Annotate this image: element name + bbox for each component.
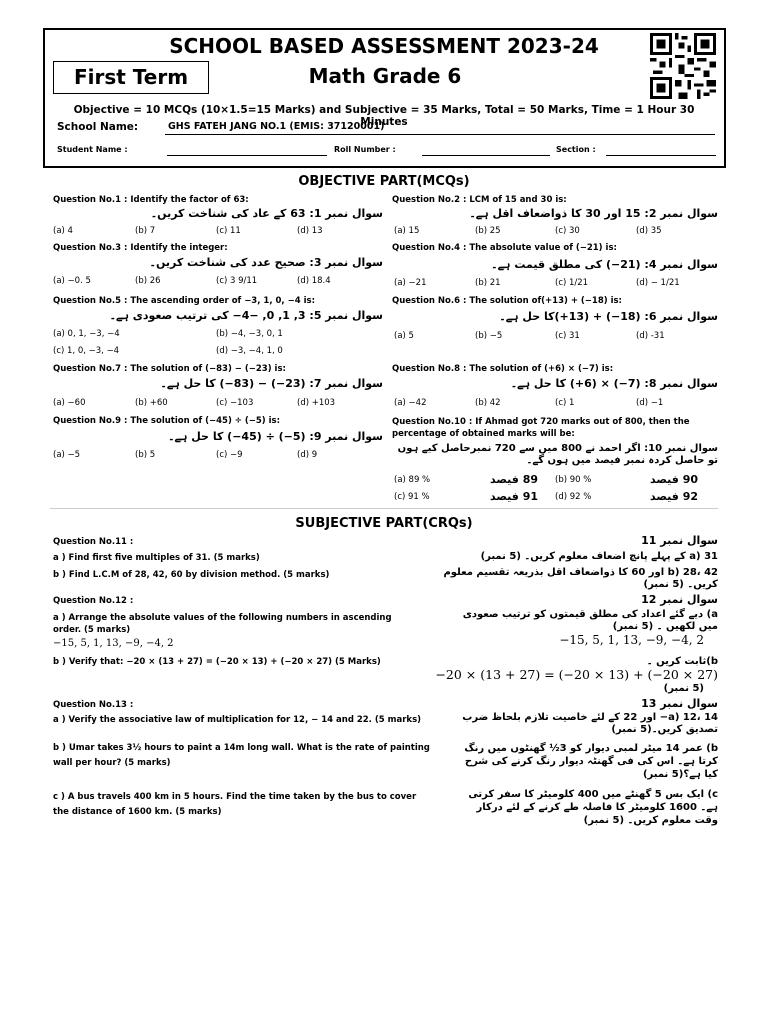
section-label: Section : [556,145,596,154]
q9-option-b[interactable]: (b) 5 [135,450,156,460]
q3-urdu: سوال نمبر 3: صحیح عدد کی شناخت کریں۔ [149,256,383,269]
q9-option-c[interactable]: (c) −9 [216,450,243,460]
q4-text: Question No.4 : The absolute value of (−21) is: [392,243,617,253]
q13-text: Question No.13 : [53,700,134,710]
q1-option-b[interactable]: (b) 7 [135,226,156,236]
school-name-label: School Name: [57,121,139,133]
q6-option-b[interactable]: (b) −5 [475,331,503,341]
q6-text: Question No.6 : The solution of(+13) + (−18) is: [392,296,622,306]
q12-part-a-urdu: a) دیے گئے اعداد کی مطلق قیمتوں کو ترتیب صعودی میں لکھیں ۔ (5 نمبر) [462,609,718,632]
q7-option-d[interactable]: (d) +103 [297,398,336,408]
q7-text: Question No.7 : The solution of (−83) − (−23) is: [53,364,286,374]
q11-part-a-urdu: a) 31 کے پہلے پانچ اضعاف معلوم کریں۔ (5 نمبر) [480,551,718,562]
q13-part-b-urdu: b) عمر 14 میٹر لمبی دیوار کو 3½ گھنٹوں میں رنگ کرتا ہے۔ اس کی فی گھنٹہ دیوار رنگ کرنے کی شرح کیا ہے؟(5 نمبر) [464,743,718,780]
q12-part-b-marks: (5 نمبر) [663,683,704,694]
q12-urdu: سوال نمبر 12 [641,593,718,606]
q3-option-d[interactable]: (d) 18.4 [297,276,331,286]
q4-option-d[interactable]: (d) − 1/21 [636,278,680,288]
section-divider [50,508,718,509]
q9-text: Question No.9 : The solution of (−45) ÷ (−5) is: [53,416,281,426]
roll-number-field[interactable] [422,155,550,156]
q4-urdu: سوال نمبر 4: (21−) کی مطلق قیمت ہے۔ [491,258,718,271]
q7-option-b[interactable]: (b) +60 [135,398,168,408]
q11-part-b: b ) Find L.C.M of 28, 42, 60 by division method. (5 marks) [53,570,330,580]
q13-urdu: سوال نمبر 13 [641,697,718,710]
q8-option-a[interactable]: (a) −42 [394,398,427,408]
school-name-value: GHS FATEH JANG NO.1 (EMIS: 37120001) [168,121,385,132]
q2-urdu: سوال نمبر 2: 15 اور 30 کا ذواضعاف اقل ہے۔ [469,207,718,220]
q5-option-d[interactable]: (d) −3, −4, 1, 0 [216,346,283,356]
q10-option-d[interactable]: (d) 92 % [555,492,592,502]
q4-option-b[interactable]: (b) 21 [475,278,501,288]
q2-option-a[interactable]: (a) 15 [394,226,420,236]
q10-text: Question No.10 : If Ahmad got 720 marks out of 800, then the percentage of obtained marks will be: [392,417,690,439]
q7-option-a[interactable]: (a) −60 [53,398,86,408]
section-field[interactable] [606,155,716,156]
q3-option-a[interactable]: (a) −0. 5 [53,276,91,286]
q9-urdu: سوال نمبر 9: (5−) ÷ (45−) کا حل ہے۔ [168,430,383,443]
q10-option-c[interactable]: (c) 91 % [394,492,430,502]
q1-option-a[interactable]: (a) 4 [53,226,73,236]
q6-option-a[interactable]: (a) 5 [394,331,414,341]
q12-text: Question No.12 : [53,596,134,606]
grade-label: Math Grade 6 [308,64,462,88]
q12-part-b: b ) Verify that: −20 × (13 + 27) = (−20 × 13) + (−20 × 27) (5 Marks) [53,657,381,667]
objective-title: OBJECTIVE PART(MCQs) [298,174,470,189]
q3-text: Question No.3 : Identify the integer: [53,243,228,253]
q7-option-c[interactable]: (c) −103 [216,398,254,408]
q8-option-d[interactable]: (d) −1 [636,398,664,408]
q13-part-a-urdu: a) 12، 14− اور 22 کے لئے خاصیت تلازم بلحاظ ضرب تصدیق کریں۔(5 نمبر) [462,712,718,735]
q6-urdu: سوال نمبر 6: (18−) + (13+)کا حل ہے۔ [499,310,718,323]
q9-option-d[interactable]: (d) 9 [297,450,318,460]
q1-option-d[interactable]: (d) 13 [297,226,323,236]
q10-option-a-urdu: 89 فیصد [489,473,538,486]
q12-part-a-numbers: −15, 5, 1, 13, −9, −4, 2 [53,638,174,649]
q11-text: Question No.11 : [53,537,134,547]
q10-option-a[interactable]: (a) 89 % [394,475,431,485]
q5-option-b[interactable]: (b) −4, −3, 0, 1 [216,329,283,339]
marks-summary: Objective = 10 MCQs (10×1.5=15 Marks) and Subjective = 35 Marks, Total = 50 Marks, Time = 1 Hour 30 Minutes [73,104,695,128]
q13-part-c-urdu: c) ایک بس 5 گھنٹے میں 400 کلومیٹر کا سفر کرتی ہے۔ 1600 کلومیٹر کا فاصلہ طے کرنے کے لئے درکار وقت معلوم کریں۔ (5 نمبر) [468,789,718,826]
q5-urdu: سوال نمبر 5: 3, 1, 0, −4− کی ترتیب صعودی ہے۔ [109,309,383,322]
q13-part-b: b ) Umar takes 3½ hours to paint a 14m long wall. What is the rate of painting wall per hour? (5 marks) [53,743,430,768]
q11-urdu: سوال نمبر 11 [641,534,718,547]
q1-text: Question No.1 : Identify the factor of 63: [53,195,249,205]
q6-option-c[interactable]: (c) 31 [555,331,580,341]
q6-option-d[interactable]: (d) -31 [636,331,665,341]
q8-option-c[interactable]: (c) 1 [555,398,575,408]
q13-part-a: a ) Verify the associative law of multiplication for 12, − 14 and 22. (5 marks) [53,715,422,725]
q5-option-c[interactable]: (c) 1, 0, −3, −4 [53,346,120,356]
q10-option-d-urdu: 92 فیصد [649,490,698,503]
subjective-title: SUBJECTIVE PART(CRQs) [295,516,473,531]
q8-urdu: سوال نمبر 8: (7−) × (6+) کا حل ہے۔ [510,377,718,390]
roll-number-label: Roll Number : [334,145,396,154]
q5-text: Question No.5 : The ascending order of −3, 1, 0, −4 is: [53,296,315,306]
q12-part-b-equation: −20 × (13 + 27) = (−20 × 13) + (−20 × 27) [435,667,718,682]
student-name-label: Student Name : [57,145,128,154]
q13-part-c: c ) A bus travels 400 km in 5 hours. Find the time taken by the bus to cover the distance of 1600 km. (5 marks) [53,792,417,817]
q4-option-a[interactable]: (a) −21 [394,278,427,288]
q11-part-a: a ) Find first five multiples of 31. (5 marks) [53,553,260,563]
q12-part-a-urdu-numbers: −15, 5, 1, 13, −9, −4, 2 [559,633,704,647]
school-name-line [165,134,715,135]
q2-text: Question No.2 : LCM of 15 and 30 is: [392,195,567,205]
q1-urdu: سوال نمبر 1: 63 کے عاد کی شناخت کریں۔ [150,207,383,220]
q7-urdu: سوال نمبر 7: (23−) − (83−) کا حل ہے۔ [160,377,383,390]
q12-part-b-urdu: b)ثابت کریں ۔ [646,656,718,667]
term-label: First Term [53,61,209,94]
page-title: SCHOOL BASED ASSESSMENT 2023-24 [169,34,599,58]
q10-option-b-urdu: 90 فیصد [649,473,698,486]
q8-text: Question No.8 : The solution of (+6) × (−7) is: [392,364,614,374]
q2-option-c[interactable]: (c) 30 [555,226,580,236]
qr-code-icon [648,33,718,99]
q4-option-c[interactable]: (c) 1/21 [555,278,589,288]
q10-option-c-urdu: 91 فیصد [489,490,538,503]
q1-option-c[interactable]: (c) 11 [216,226,241,236]
q2-option-b[interactable]: (b) 25 [475,226,501,236]
q3-option-c[interactable]: (c) 3 9/11 [216,276,258,286]
q12-part-a: a ) Arrange the absolute values of the following numbers in ascending order. (5 marks) [53,613,392,635]
q2-option-d[interactable]: (d) 35 [636,226,662,236]
q9-option-a[interactable]: (a) −5 [53,450,81,460]
q5-option-a[interactable]: (a) 0, 1, −3, −4 [53,329,120,339]
student-name-field[interactable] [167,155,327,156]
q10-option-b[interactable]: (b) 90 % [555,475,592,485]
q10-urdu: سوال نمبر 10: اگر احمد نے 800 میں سے 720 نمبرحاصل کیے ہوں تو حاصل کردہ نمبر فیصد میں ہوں گے۔ [397,443,718,466]
q8-option-b[interactable]: (b) 42 [475,398,501,408]
q3-option-b[interactable]: (b) 26 [135,276,161,286]
q11-part-b-urdu: b) 28، 42 اور 60 کا ذواضعاف اقل بذریعہ تقسیم معلوم کریں۔ (5 نمبر) [443,567,718,590]
